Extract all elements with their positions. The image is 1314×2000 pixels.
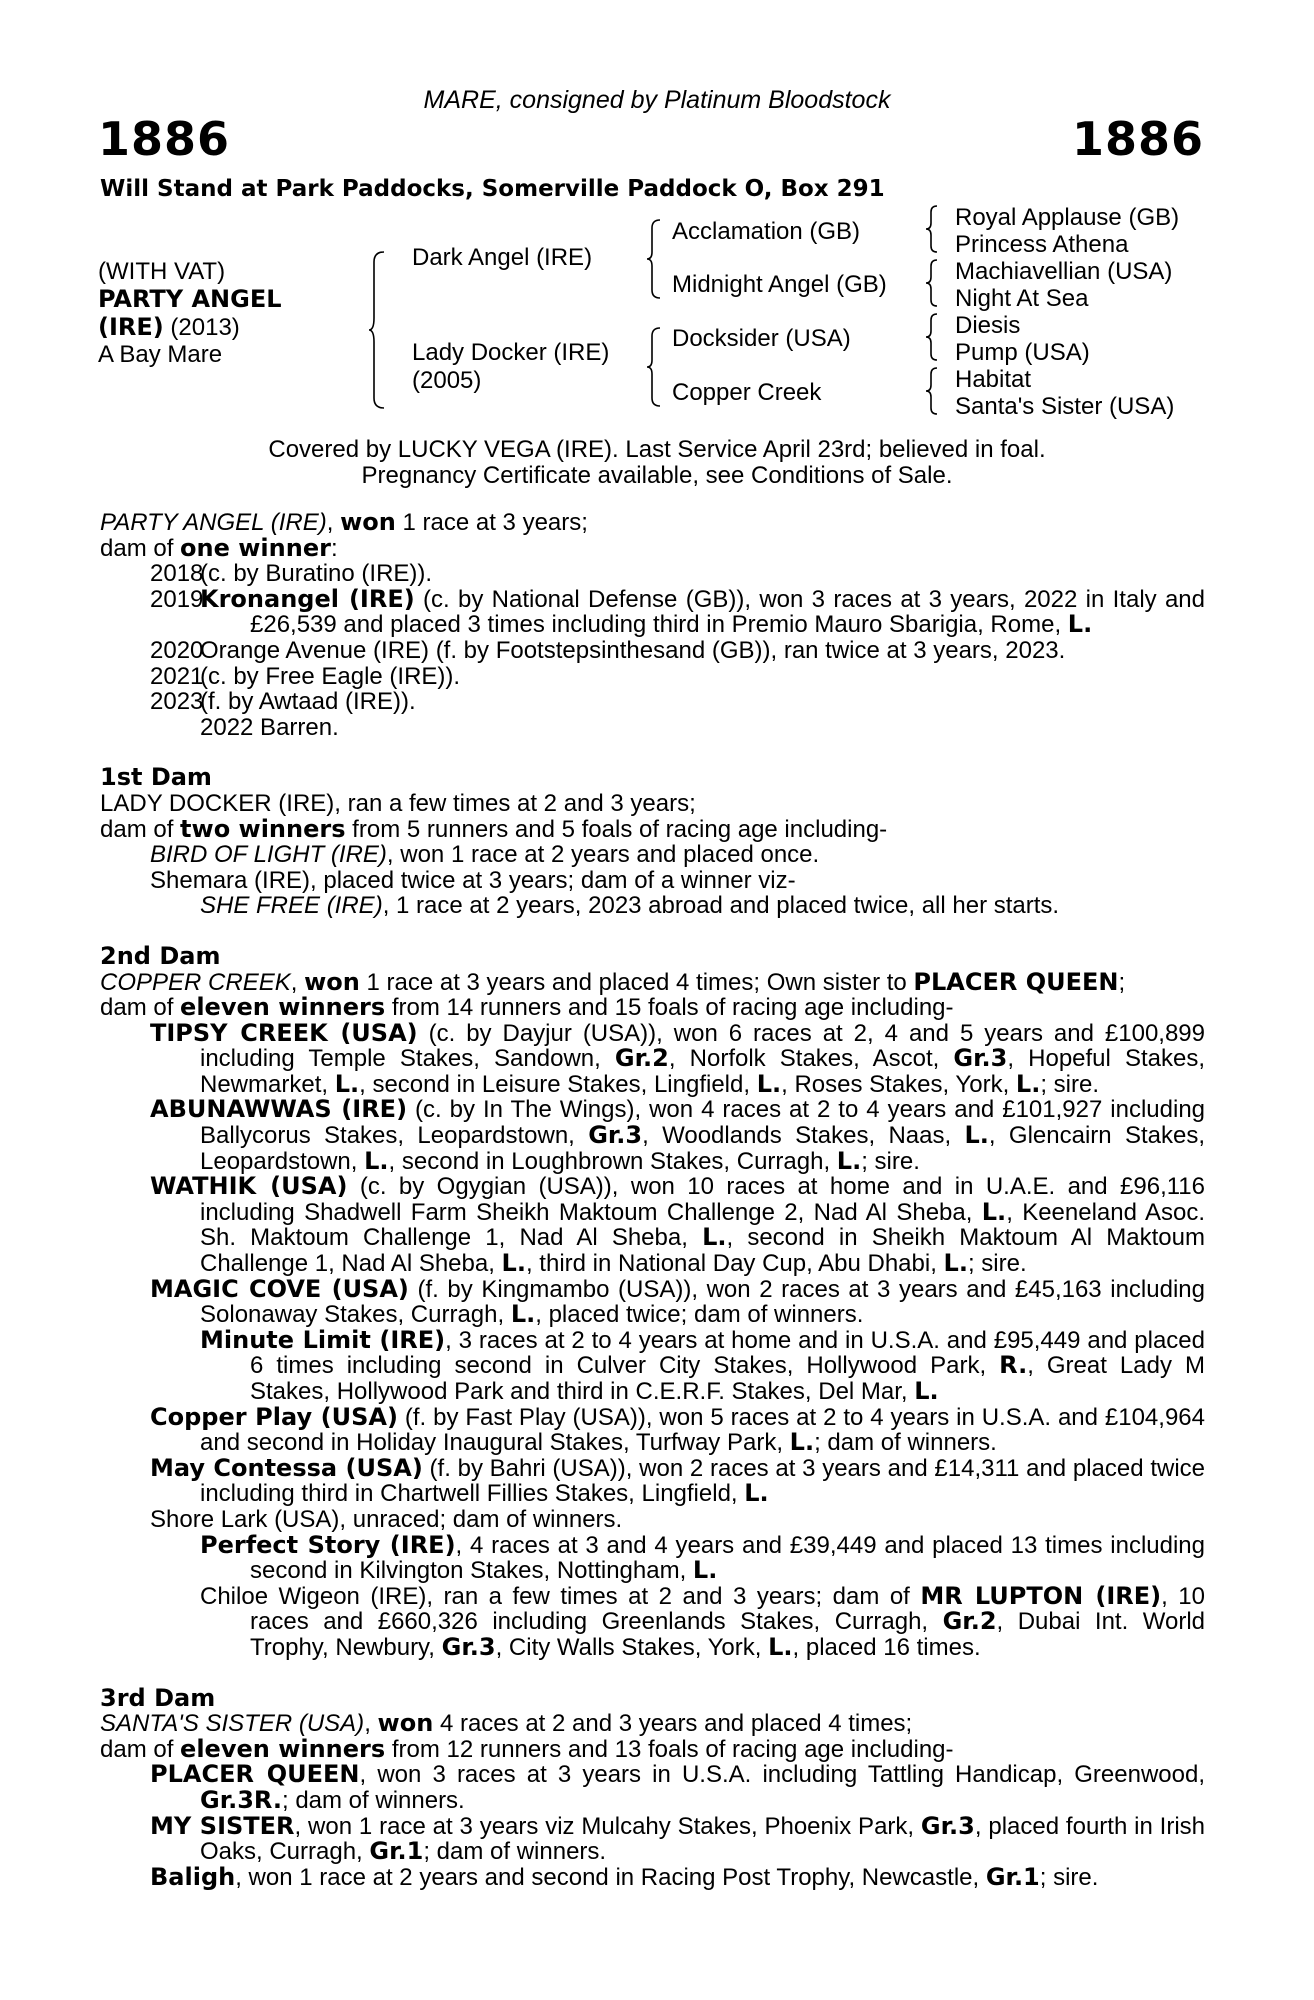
horse-country: (IRE) [98,313,164,341]
first-dam-heading: 1st Dam [100,763,212,792]
dam-dam: Copper Creek [672,379,822,406]
horse-description: A Bay Mare [98,341,223,368]
first-dam-produce: Shemara (IRE), placed twice at 3 years; dam of a winner viz- [150,866,796,894]
second-dam-grandproduce: Chiloe Wigeon (IRE), ran a few times at 2 and 3 years; dam of MR LUPTON (IRE), 10 races and £660,326 including Greenlands Stakes, Curragh, Gr.2, Dubai Int. World Trophy, Newbury, Gr.3, City Walls Stakes, York, L., placed 16 times. [200,1581,1206,1661]
second-dam-produce: May Contessa (USA) (f. by Bahri (USA)), won 2 races at 3 years and £14,311 and placed twice including third in Chartwell Fillies Stakes, Lingfield, L. [150,1453,1205,1508]
mare-record: PARTY ANGEL (IRE), won 1 race at 3 years; [100,508,588,536]
second-dam-produce: TIPSY CREEK (USA) (c. by Dayjur (USA)), won 6 races at 2, 4 and 5 years and £100,899 including Temple Stakes, Sandown, Gr.2, Norfolk Stakes, Ascot, Gr.3, Hopeful Stakes, Newmarket, L., second in Leisure Stakes, Lingfield, L., Roses Stakes, York, L.; sire. [150,1018,1206,1098]
third-dam-produce: MY SISTER, won 1 race at 3 years viz Mulcahy Stakes, Phoenix Park, Gr.3, placed fourth in Irish Oaks, Curragh, Gr.1; dam of winners. [150,1811,1206,1866]
mare-dam-of: dam of one winner: [100,533,338,562]
offspring-row: 2022 Barren. [200,713,339,741]
second-dam-produce: ABUNAWWAS (IRE) (c. by In The Wings), won 4 races at 2 to 4 years and £101,927 including Ballycorus Stakes, Leopardstown, Gr.3, Woodlands Stakes, Naas, L., Glencairn Stakes, Leopardstown, L., second in Loughbrown Stakes, Curragh, L.; sire. [150,1095,1206,1175]
sire-dam: Midnight Angel (GB) [672,271,887,298]
second-dam-produce: Copper Play (USA) (f. by Fast Play (USA)), won 5 races at 2 to 4 years in U.S.A. and £104,964 and second in Holiday Inaugural Stakes, Turfway Park, L.; dam of winners. [150,1402,1205,1457]
covered-line2: Pregnancy Certificate available, see Conditions of Sale. [361,462,953,489]
brace-dam-parents [646,326,664,408]
horse-year: (2013) [163,314,240,341]
covered-line1: Covered by LUCKY VEGA (IRE). Last Service April 23rd; believed in foal. [268,436,1046,463]
second-dam-produce: Shore Lark (USA), unraced; dam of winners. [150,1505,623,1533]
second-dam-produce: WATHIK (USA) (c. by Ogygian (USA)), won 10 races at home and in U.A.E. and £96,116 including Shadwell Farm Sheikh Maktoum Challenge 2, Nad Al Sheba, L., Keeneland Asoc. Sh. Maktoum Challenge 1, Nad Al Sheba, L., second in Sheikh Maktoum Al Maktoum Challenge 1, Nad Al Sheba, L., third in National Day Cup, Abu Dhabi, L.; sire. [150,1172,1205,1278]
second-dam-grandproduce: Minute Limit (IRE), 3 races at 2 to 4 years at home and in U.S.A. and £95,449 and placed 6 times including second in Culver City Stakes, Hollywood Park, R., Great Lady M Stakes, Hollywood Park and third in C.E.R.F. Stakes, Del Mar, L. [200,1325,1205,1405]
horse-name-line2 [98,313,240,342]
first-dam-intro: LADY DOCKER (IRE), ran a few times at 2 and 3 years; [100,789,696,817]
gen4-4: Night At Sea [955,285,1089,312]
consignment-line: MARE, consigned by Platinum Bloodstock [423,86,891,114]
dam-line2: (2005) [412,367,482,394]
offspring-row: 2021 (c. by Free Eagle (IRE)). [150,662,461,690]
brace-sire-parents [646,218,664,300]
stand-location: Will Stand at Park Paddocks, Somerville Paddock O, Box 291 [100,176,885,202]
second-dam-heading: 2nd Dam [100,941,221,970]
second-dam-intro: COPPER CREEK, won 1 race at 3 years and placed 4 times; Own sister to PLACER QUEEN; [100,967,1126,996]
brace-sire-dam [368,250,388,410]
third-dam-intro: SANTA'S SISTER (USA), won 4 races at 2 and 3 years and placed 4 times; [100,1709,913,1738]
vat-note: (WITH VAT) [98,258,226,285]
gen4-2: Princess Athena [955,231,1129,258]
brace-gen4-4 [925,366,941,416]
sire-sire: Acclamation (GB) [672,218,861,245]
brace-gen4-2 [925,258,941,308]
second-dam-produce: MAGIC COVE (USA) (f. by Kingmambo (USA)), won 2 races at 3 years and £45,163 including Solonaway Stakes, Curragh, L., placed twice; dam of winners. [150,1274,1205,1329]
gen4-6: Pump (USA) [955,339,1090,366]
offspring-row: 2019 Kronangel (IRE) (c. by National Defense (GB)), won 3 races at 3 years, 2022 in Italy and £26,539 and placed 3 times including third in Premio Mauro Sbarigia, Rome, L. [150,584,1206,639]
third-dam-heading: 3rd Dam [100,1683,216,1712]
gen4-8: Santa's Sister (USA) [955,393,1175,420]
dam-line1: Lady Docker (IRE) [412,339,610,366]
first-dam-produce: BIRD OF LIGHT (IRE), won 1 race at 2 years and placed once. [150,841,820,869]
first-dam-dam-of: dam of two winners from 5 runners and 5 foals of racing age including- [100,814,888,843]
third-dam-produce: PLACER QUEEN, won 3 races at 3 years in U.S.A. including Tattling Handicap, Greenwood, Gr.3R.; dam of winners. [150,1760,1205,1814]
gen4-3: Machiavellian (USA) [955,258,1173,285]
sire: Dark Angel (IRE) [412,244,593,271]
lot-number-right: 1886 [1071,112,1204,166]
offspring-row: 2020 Orange Avenue (IRE) (f. by Footstepsinthesand (GB)), ran twice at 3 years, 2023. [150,636,1066,664]
first-dam-grandproduce: SHE FREE (IRE), 1 race at 2 years, 2023 abroad and placed twice, all her starts. [200,892,1060,920]
lot-number-left: 1886 [98,112,231,166]
offspring-row: 2023 (f. by Awtaad (IRE)). [150,688,416,716]
racing-record [100,510,1205,1890]
gen4-7: Habitat [955,366,1032,393]
gen4-5: Diesis [955,312,1021,339]
dam-sire: Docksider (USA) [672,325,851,352]
brace-gen4-3 [925,312,941,362]
gen4-1: Royal Applause (GB) [955,204,1180,231]
third-dam-produce: Baligh, won 1 race at 2 years and second in Racing Post Trophy, Newcastle, Gr.1; sire. [150,1862,1099,1891]
offspring-row: 2018 (c. by Buratino (IRE)). [150,560,433,588]
second-dam-grandproduce: Perfect Story (IRE), 4 races at 3 and 4 years and £39,449 and placed 13 times including second in Kilvington Stakes, Nottingham, L. [200,1530,1206,1585]
third-dam-dam-of: dam of eleven winners from 12 runners and 13 foals of racing age including- [100,1734,954,1763]
brace-gen4-1 [925,204,941,254]
second-dam-dam-of: dam of eleven winners from 14 runners and 15 foals of racing age including- [100,993,954,1022]
horse-name: PARTY ANGEL [98,285,282,313]
